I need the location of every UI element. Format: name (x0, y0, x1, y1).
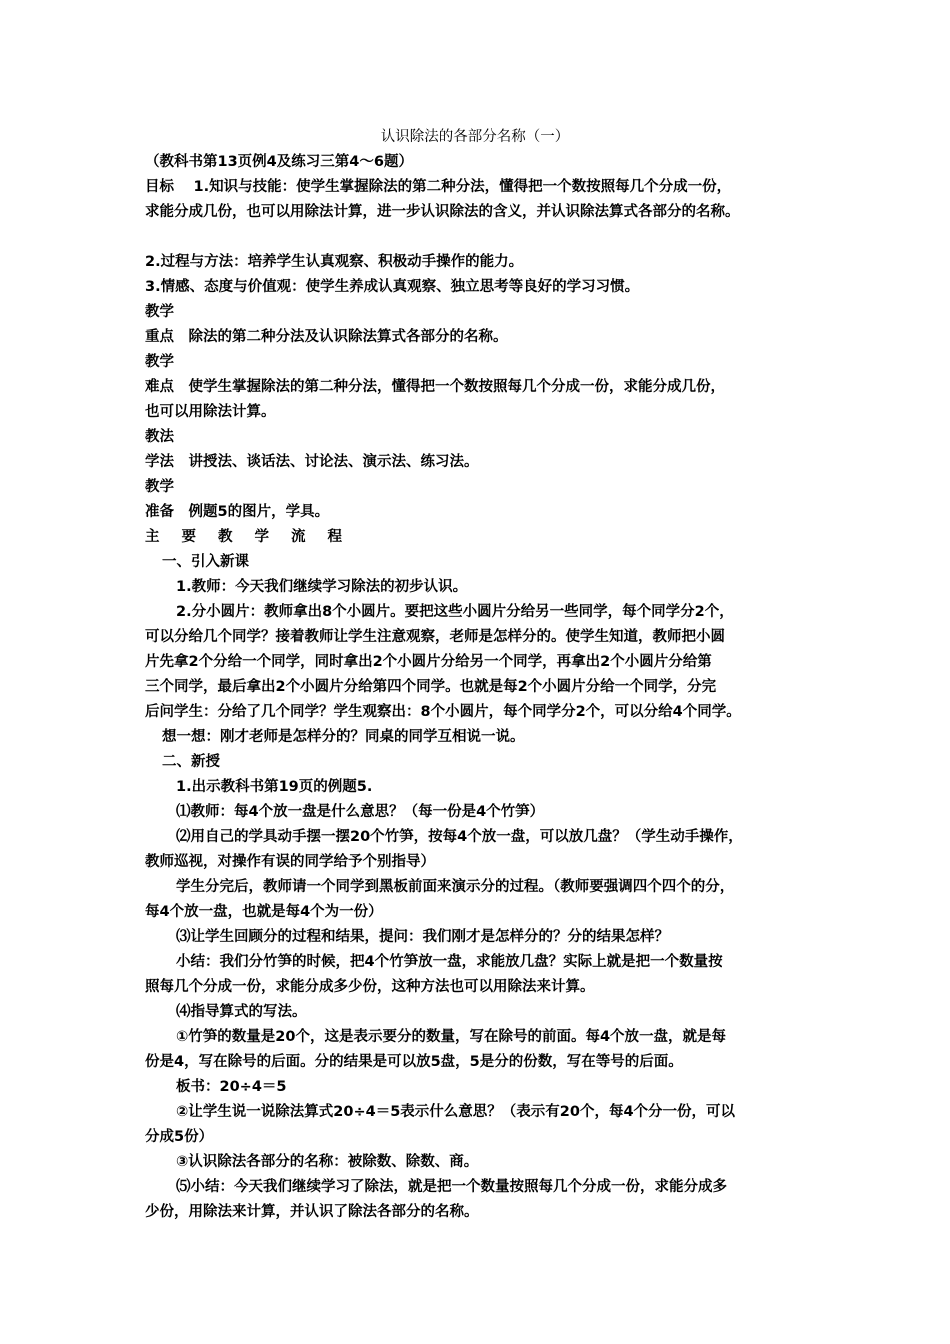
text-line: 照每几个分成一份，求能分成多少份，这种方法也可以用除法来计算。 (145, 979, 595, 995)
text-line: ⑶让学生回顾分的过程和结果，提问：我们刚才是怎样分的？分的结果怎样？ (176, 929, 669, 945)
text-line: ⑵用自己的学具动手摆一摆20个竹笋，按每4个放一盘，可以放几盘？（学生动手操作， (176, 829, 743, 845)
text-line: 小结：我们分竹笋的时候，把4个竹笋放一盘，求能放几盘？实际上就是把一个数量按 (176, 954, 723, 970)
text-line: ⑸小结：今天我们继续学习了除法，就是把一个数量按照每几个分成一份，求能分成多 (176, 1179, 727, 1195)
text-line: 每4个放一盘，也就是每4个为一份） (145, 904, 383, 920)
section-heading: 二、新授 (162, 754, 220, 770)
text-line: 2.过程与方法：培养学生认真观察、积极动手操作的能力。 (145, 254, 524, 270)
text-line: 学生分完后，教师请一个同学到黑板前面来演示分的过程。（教师要强调四个四个的分， (176, 879, 735, 895)
text-line: ①竹笋的数量是20个，这是表示要分的数量，写在除号的前面。每4个放一盘，就是每 (176, 1029, 727, 1045)
text-line: 教法 (145, 429, 174, 445)
textbook-reference: （教科书第13页例4及练习三第4～6题） (145, 154, 413, 170)
text-line: 分成5份） (145, 1129, 214, 1145)
text-line: 份是4，写在除号的后面。分的结果是可以放5盘，5是分的份数，写在等号的后面。 (145, 1054, 683, 1070)
text-line: 教学 (145, 304, 174, 320)
text-line: 教师巡视，对操作有误的同学给予个别指导） (145, 854, 435, 870)
text-line: 教学 (145, 479, 174, 495)
text-line: 2.分小圆片：教师拿出8个小圆片。要把这些小圆片分给另一些同学，每个同学分2个， (176, 604, 734, 620)
text-line: ⑴教师：每4个放一盘是什么意思？（每一份是4个竹笋） (176, 804, 545, 820)
text-line: 也可以用除法计算。 (145, 404, 276, 420)
text-line: 可以分给几个同学？接着教师让学生注意观察，老师是怎样分的。使学生知道，教师把小圆 (145, 629, 725, 645)
page-title: 认识除法的各部分名称（一） (380, 129, 570, 145)
text-line: 教学 (145, 354, 174, 370)
text-line: 难点 使学生掌握除法的第二种分法，懂得把一个数按照每几个分成一份，求能分成几份， (145, 379, 725, 395)
text-line: 1.出示教科书第19页的例题5. (176, 779, 373, 795)
board-writing: 板书：20÷4＝5 (176, 1079, 287, 1095)
text-line: ⑷指导算式的写法。 (176, 1004, 307, 1020)
section-heading: 一、引入新课 (162, 554, 249, 570)
text-line: 学法 讲授法、谈话法、讨论法、演示法、练习法。 (145, 454, 479, 470)
text-line: 三个同学，最后拿出2个小圆片分给第四个同学。也就是每2个小圆片分给一个同学，分完 (145, 679, 717, 695)
text-line: 求能分成几份，也可以用除法计算，进一步认识除法的含义，并认识除法算式各部分的名称。 (145, 204, 740, 220)
text-line: 片先拿2个分给一个同学，同时拿出2个小圆片分给另一个同学，再拿出2个小圆片分给第 (145, 654, 712, 670)
text-line: 准备 例题5的图片，学具。 (145, 504, 330, 520)
text-line: 重点 除法的第二种分法及认识除法算式各部分的名称。 (145, 329, 508, 345)
text-line: ②让学生说一说除法算式20÷4＝5表示什么意思？（表示有20个，每4个分一份，可以 (176, 1104, 736, 1120)
text-line: 少份，用除法来计算，并认识了除法各部分的名称。 (145, 1204, 479, 1220)
text-line: 1.教师：今天我们继续学习除法的初步认识。 (176, 579, 468, 595)
text-line: 3.情感、态度与价值观：使学生养成认真观察、独立思考等良好的学习习惯。 (145, 279, 640, 295)
text-line: ③认识除法各部分的名称：被除数、除数、商。 (176, 1154, 479, 1170)
text-line: 目标 1.知识与技能：使学生掌握除法的第二种分法，懂得把一个数按照每几个分成一份， (145, 179, 732, 195)
text-line: 想一想：刚才老师是怎样分的？同桌的同学互相说一说。 (162, 729, 525, 745)
section-heading: 主要教学流程 (145, 529, 364, 545)
text-line: 后问学生：分给了几个同学？学生观察出：8个小圆片，每个同学分2个，可以分给4个同学。 (145, 704, 741, 720)
